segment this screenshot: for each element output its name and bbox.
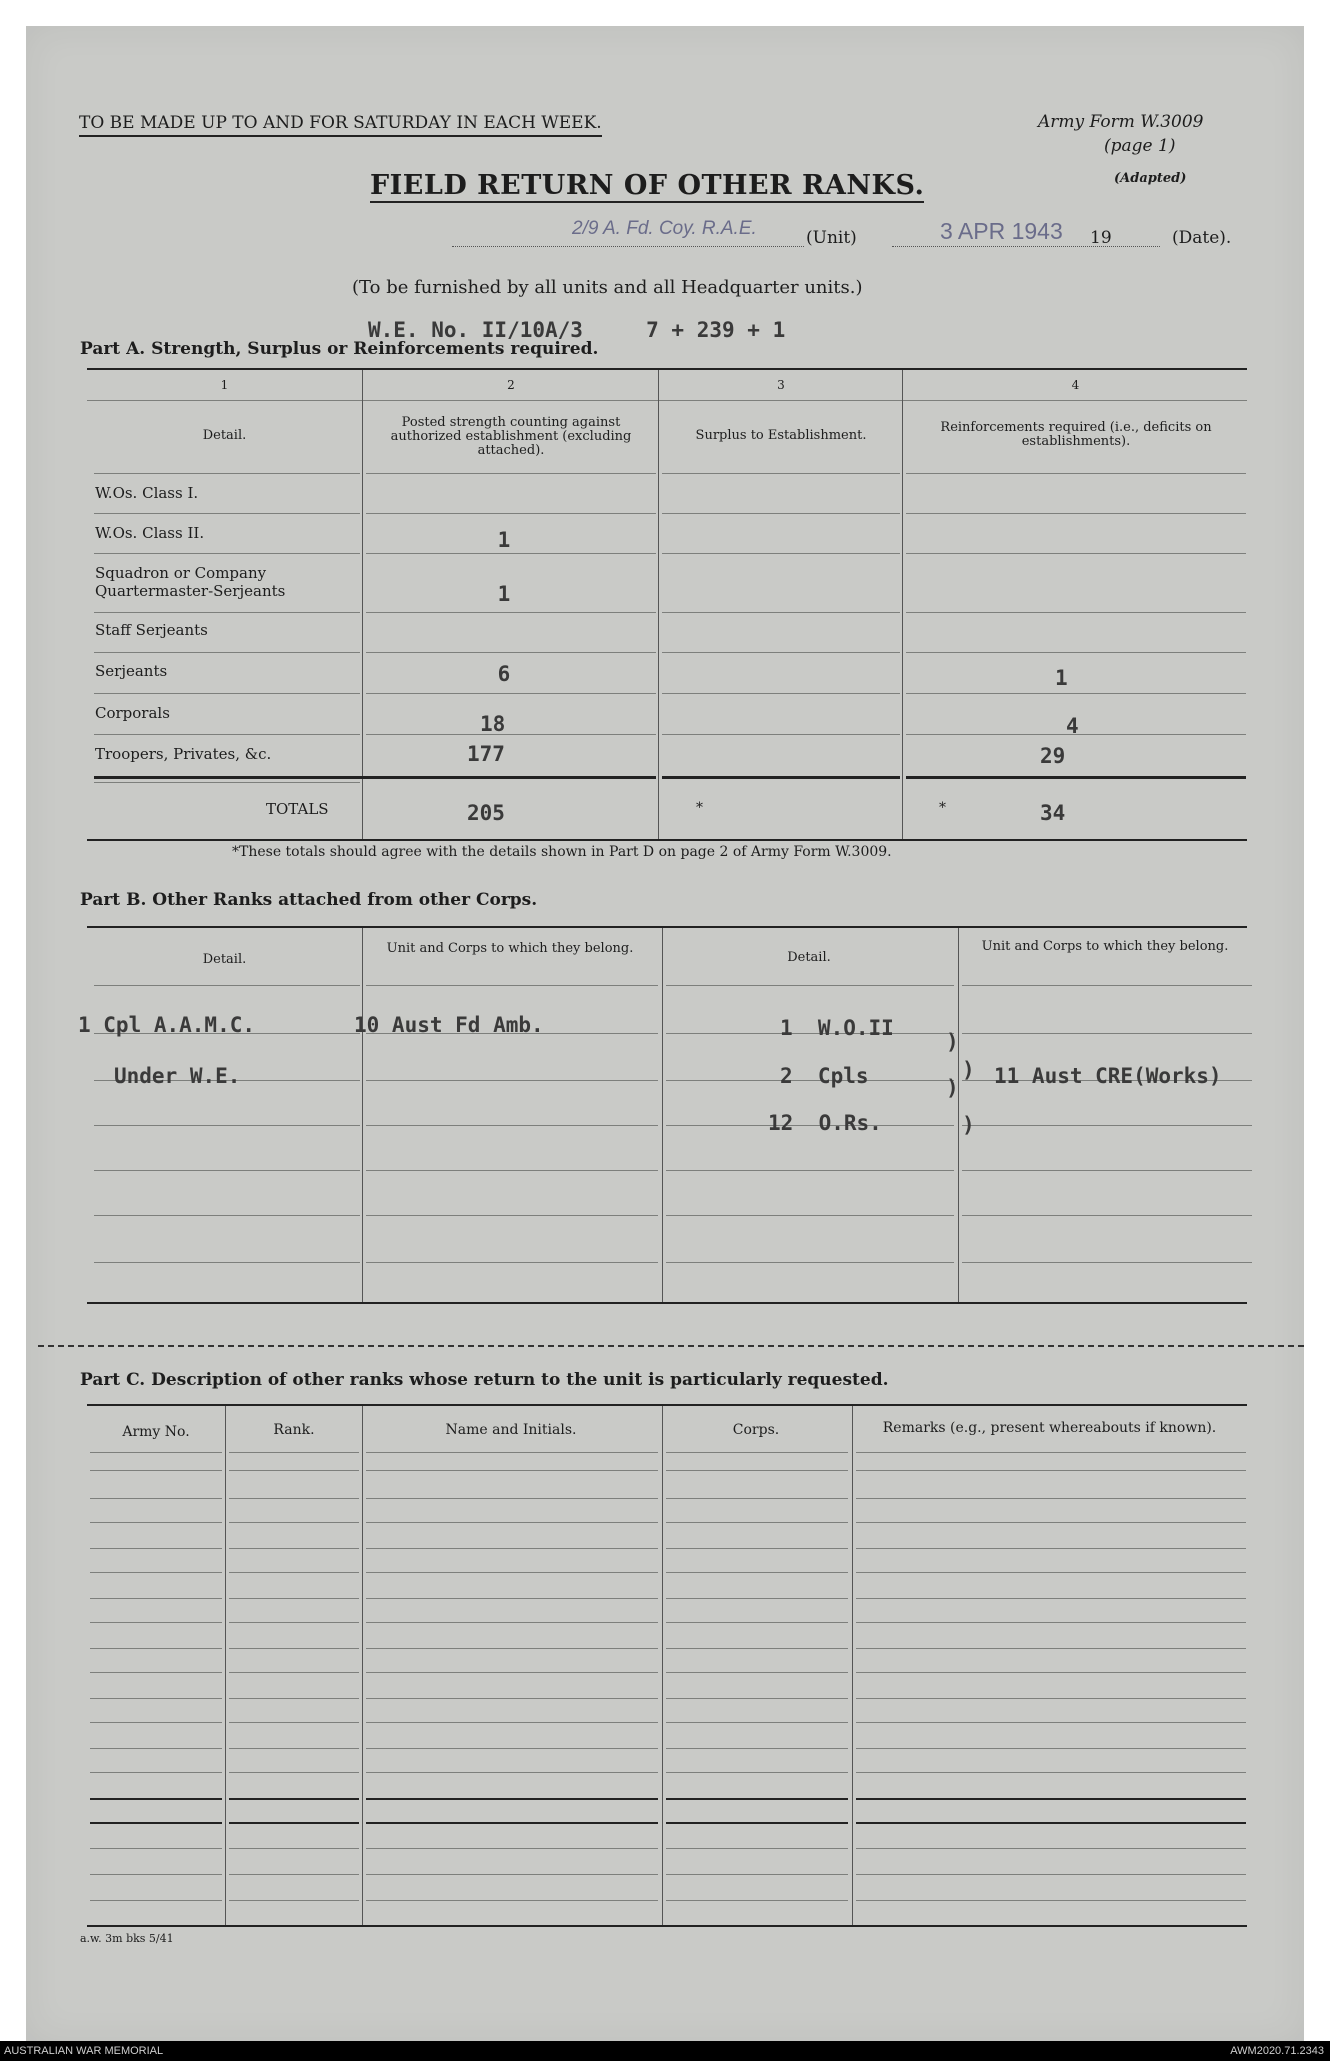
part-c-rule	[90, 1622, 222, 1623]
part-b-heading: Part B. Other Ranks attached from other Corps.	[80, 890, 538, 910]
furnish-note: (To be furnished by all units and all Headquarter units.)	[352, 277, 863, 298]
part-c-rule	[366, 1874, 658, 1875]
part-c-rule	[856, 1572, 1246, 1573]
b-left-unit: 10 Aust Fd Amb.	[354, 1013, 544, 1037]
b-right-detail-3: 12 O.Rs.	[768, 1111, 882, 1135]
part-c-rule	[366, 1900, 658, 1901]
part-c-rule	[666, 1672, 848, 1673]
part-c-rule	[666, 1598, 848, 1599]
header-reinforcements: Reinforcements required (i.e., deficits on establishments).	[940, 420, 1212, 449]
archive-footer	[0, 2041, 1330, 2061]
part-c-rule	[90, 1772, 222, 1773]
unit-value: 2/9 A. Fd. Coy. R.A.E.	[572, 218, 757, 239]
part-c-rule	[90, 1698, 222, 1699]
c-header-army-no: Army No.	[122, 1424, 190, 1440]
part-c-rule	[229, 1572, 359, 1573]
part-c-rule	[229, 1772, 359, 1773]
part-c-rule	[856, 1470, 1246, 1471]
posted-troopers: 177	[467, 742, 505, 766]
part-c-rule	[856, 1772, 1246, 1773]
part-c-rule	[229, 1698, 359, 1699]
part-c-rule	[366, 1470, 658, 1471]
adapted-note: (Adapted)	[1114, 171, 1187, 186]
part-c-rule	[90, 1900, 222, 1901]
part-c-rule	[666, 1622, 848, 1623]
header-detail: Detail.	[202, 428, 247, 443]
part-c-rule	[366, 1498, 658, 1499]
part-c-rule	[366, 1672, 658, 1673]
row-staff-serjeants: Staff Serjeants	[95, 621, 208, 639]
unit-dotted-line	[452, 246, 804, 247]
part-c-rule	[856, 1522, 1246, 1523]
part-c-rule	[666, 1648, 848, 1649]
part-c-rule	[856, 1648, 1246, 1649]
totals-reinf-star: *	[939, 800, 946, 816]
part-c-rule	[666, 1470, 848, 1471]
part-c-rule	[666, 1498, 848, 1499]
part-c-rule	[366, 1848, 658, 1849]
part-c-rule	[229, 1722, 359, 1723]
part-c-rule	[90, 1822, 222, 1824]
part-c-rule	[856, 1698, 1246, 1699]
part-c-rule	[90, 1498, 222, 1499]
part-c-rule	[856, 1874, 1246, 1875]
page-number: (page 1)	[1104, 136, 1176, 156]
part-c-rule	[366, 1522, 658, 1523]
part-c-rule	[666, 1772, 848, 1773]
part-c-rule	[666, 1698, 848, 1699]
part-c-rule	[366, 1798, 658, 1800]
part-c-rule	[90, 1748, 222, 1749]
part-c-rule	[856, 1848, 1246, 1849]
posted-corporals: 18	[480, 712, 506, 736]
part-c-rule	[229, 1822, 359, 1824]
c-header-rank: Rank.	[273, 1422, 315, 1438]
part-c-rule	[229, 1548, 359, 1549]
totals-footnote: *These totals should agree with the details shown in Part D on page 2 of Army Form W.3009.	[232, 844, 892, 860]
part-c-rule	[229, 1900, 359, 1901]
part-c-rule	[856, 1498, 1246, 1499]
date-dotted-line	[892, 246, 1160, 247]
col-number-2: 2	[507, 378, 515, 392]
part-c-rule	[90, 1798, 222, 1800]
col-number-3: 3	[777, 378, 785, 392]
row-cqms: Squadron or Company Quartermaster-Serjeants	[95, 564, 286, 600]
part-c-rule	[229, 1798, 359, 1800]
part-c-heading: Part C. Description of other ranks whose return to the unit is particularly requested.	[80, 1370, 889, 1390]
part-c-rule	[666, 1452, 848, 1453]
col-number-1: 1	[220, 378, 229, 392]
part-c-rule	[90, 1874, 222, 1875]
part-c-rule	[90, 1548, 222, 1549]
part-c-rule	[366, 1622, 658, 1623]
form-number: Army Form W.3009	[1038, 112, 1204, 132]
totals-posted: 205	[467, 801, 505, 825]
b-header-unit-left: Unit and Corps to which they belong.	[386, 941, 634, 956]
row-serjeants: Serjeants	[95, 662, 168, 680]
date-stamp: 3 APR 1943	[940, 218, 1063, 244]
part-c-rule	[229, 1874, 359, 1875]
part-c-rule	[666, 1900, 848, 1901]
c-header-remarks: Remarks (e.g., present whereabouts if known).	[882, 1420, 1217, 1436]
totals-label: TOTALS	[266, 800, 329, 818]
part-c-rule	[90, 1572, 222, 1573]
part-c-rule	[856, 1748, 1246, 1749]
posted-serjeants: 6	[497, 662, 511, 686]
part-c-rule	[90, 1648, 222, 1649]
part-c-rule	[666, 1874, 848, 1875]
b-right-detail-2: 2 Cpls	[780, 1064, 869, 1088]
part-c-rule	[366, 1698, 658, 1699]
part-c-rule	[90, 1470, 222, 1471]
part-c-rule	[666, 1748, 848, 1749]
cut-line	[38, 1345, 1304, 1347]
date-label: (Date).	[1172, 228, 1232, 248]
archive-right: AWM2020.71.2343	[1230, 2045, 1324, 2057]
row-troopers: Troopers, Privates, &c.	[95, 745, 272, 763]
part-c-rule	[90, 1598, 222, 1599]
b-left-detail-2: Under W.E.	[114, 1064, 241, 1088]
reinf-serjeants: 1	[1055, 666, 1068, 690]
part-c-rule	[229, 1672, 359, 1673]
b-header-detail-left: Detail.	[202, 952, 247, 967]
part-c-rule	[856, 1672, 1246, 1673]
part-c-rule	[90, 1848, 222, 1849]
part-c-rule	[856, 1622, 1246, 1623]
date-century: 19	[1090, 228, 1112, 248]
part-c-rule	[229, 1498, 359, 1499]
form-title: FIELD RETURN OF OTHER RANKS.	[370, 170, 925, 201]
part-c-rule	[666, 1822, 848, 1824]
part-a-heading: Part A. Strength, Surplus or Reinforcements required.	[80, 339, 599, 359]
part-c-rule	[366, 1572, 658, 1573]
unit-label: (Unit)	[806, 228, 857, 248]
header-surplus: Surplus to Establishment.	[695, 428, 867, 443]
part-c-rule	[666, 1798, 848, 1800]
part-c-rule	[229, 1598, 359, 1599]
row-corporals: Corporals	[95, 704, 170, 722]
part-c-rule	[666, 1522, 848, 1523]
part-c-rule	[366, 1452, 658, 1453]
part-c-rule	[856, 1548, 1246, 1549]
part-c-rule	[666, 1548, 848, 1549]
b-right-detail-1: 1 W.O.II	[780, 1016, 894, 1040]
part-c-rule	[856, 1798, 1246, 1800]
col-number-4: 4	[1071, 378, 1080, 392]
posted-cqms: 1	[497, 582, 511, 606]
b-bracket-4: )	[962, 1113, 975, 1137]
part-c-rule	[90, 1672, 222, 1673]
weekly-instruction: TO BE MADE UP TO AND FOR SATURDAY IN EACH WEEK.	[79, 113, 602, 137]
part-c-rule	[366, 1748, 658, 1749]
b-bracket-1: )	[946, 1030, 959, 1054]
part-c-rule	[90, 1722, 222, 1723]
b-bracket-3: )	[962, 1058, 975, 1082]
b-bracket-2: )	[946, 1076, 959, 1100]
posted-wo2: 1	[497, 528, 511, 552]
c-header-corps: Corps.	[732, 1422, 780, 1438]
c-header-name: Name and Initials.	[445, 1422, 577, 1438]
part-c-rule	[229, 1622, 359, 1623]
part-c-rule	[366, 1772, 658, 1773]
part-c-rule	[856, 1822, 1246, 1824]
part-c-rule	[856, 1452, 1246, 1453]
part-c-rule	[666, 1722, 848, 1723]
part-c-rule	[856, 1598, 1246, 1599]
part-c-rule	[366, 1648, 658, 1649]
part-c-rule	[366, 1548, 658, 1549]
reinf-corporals: 4	[1066, 714, 1079, 738]
part-c-rule	[229, 1648, 359, 1649]
part-c-rule	[856, 1722, 1246, 1723]
print-code: a.w. 3m bks 5/41	[80, 1932, 174, 1945]
b-left-detail-1: 1 Cpl A.A.M.C.	[78, 1013, 256, 1037]
part-c-rule	[856, 1900, 1246, 1901]
part-c-rule	[90, 1522, 222, 1523]
part-c-rule	[666, 1572, 848, 1573]
part-c-rule	[90, 1452, 222, 1453]
row-wo-class-1: W.Os. Class I.	[95, 484, 199, 502]
archive-left: AUSTRALIAN WAR MEMORIAL	[4, 2045, 164, 2057]
part-c-rule	[229, 1522, 359, 1523]
part-c-rule	[666, 1848, 848, 1849]
row-wo-class-2: W.Os. Class II.	[95, 524, 205, 542]
reinf-troopers: 29	[1040, 744, 1066, 768]
totals-reinf: 34	[1040, 801, 1066, 825]
part-c-rule	[366, 1822, 658, 1824]
part-c-rule	[229, 1470, 359, 1471]
part-c-rule	[366, 1722, 658, 1723]
part-c-rule	[229, 1452, 359, 1453]
part-c-rule	[229, 1848, 359, 1849]
part-c-rule	[229, 1748, 359, 1749]
we-number-typed: W.E. No. II/10A/3 7 + 239 + 1	[368, 318, 786, 342]
b-header-unit-right: Unit and Corps to which they belong.	[981, 939, 1229, 954]
header-posted-strength: Posted strength counting against authorized establishment (excluding attached).	[390, 415, 632, 458]
b-right-unit: 11 Aust CRE(Works)	[994, 1064, 1222, 1088]
b-header-detail-right: Detail.	[787, 950, 831, 965]
part-c-rule	[366, 1598, 658, 1599]
totals-surplus-star: *	[696, 800, 703, 816]
